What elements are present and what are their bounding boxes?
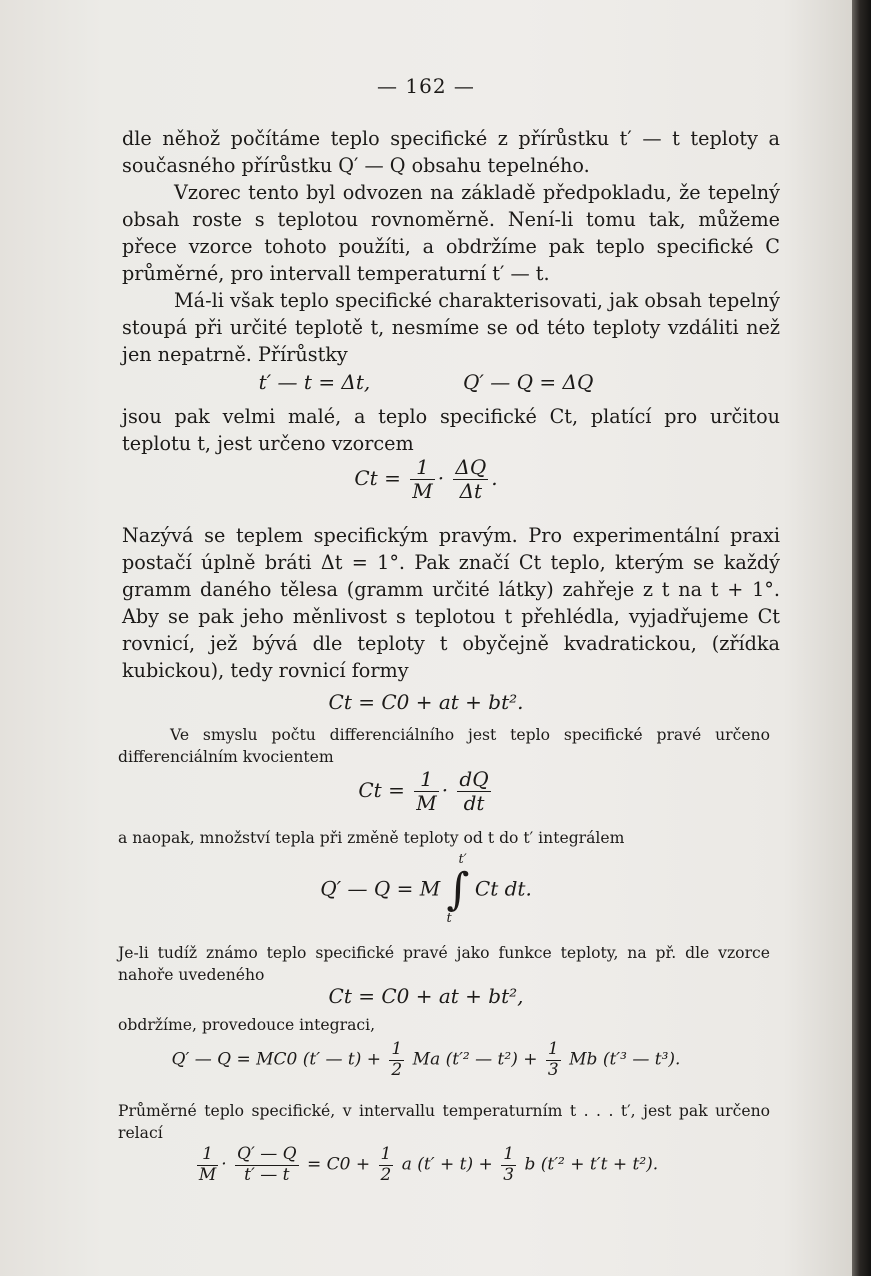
- equation-mean-specific-heat: [0, 1145, 852, 1185]
- text-block-2: [122, 403, 780, 457]
- page-number: — 162 —: [377, 74, 475, 98]
- eq2-frac-1: $\frac{1}{M}$: [412, 455, 433, 503]
- equation-ct-repeat: Ct = C0 + at + bt²,: [328, 984, 524, 1008]
- eq7-part-b: Ma (t′² — t²) +: [412, 1049, 538, 1070]
- eq2-frac-2: $\frac{\Delta Q}{\Delta t}$: [455, 455, 487, 503]
- eq8-frac-4: $\frac{1}{3}$: [503, 1144, 515, 1185]
- eq4-dot: ·: [441, 778, 449, 802]
- paragraph-8: Je-li tudíž známo teplo specifické pravé jako funkce teploty, na př. dle vzorce nahoře uvedeného: [118, 944, 770, 984]
- equation-ct-quadratic: Ct = C0 + at + bt².: [328, 690, 524, 714]
- eq8-frac-3: $\frac{1}{2}$: [380, 1144, 392, 1185]
- paragraph-4: jsou pak velmi malé, a teplo specifické Ct, platící pro určitou teplotu t, jest určeno vzorcem: [122, 405, 780, 455]
- eq-delta-q: Q′ — Q = ΔQ: [462, 370, 594, 394]
- small-block-5: [118, 1100, 770, 1144]
- eq8-part-c: b (t′² + t′t + t²).: [524, 1154, 659, 1175]
- integral-upper: t′: [458, 852, 467, 867]
- eq4-frac-2: $\frac{dQ}{dt}$: [459, 767, 489, 815]
- integral-sign: t′ ∫ t: [446, 852, 470, 926]
- eq8-dot: ·: [221, 1154, 227, 1175]
- paragraph-3: Má-li však teplo specifické charakterisovati, jak obsah tepelný stoupá při určité teplotě t, nesmíme se od této teploty vzdáliti než jen nepatrně. Přírůstky: [122, 289, 780, 366]
- small-block-2: [118, 827, 770, 849]
- eq8-part-a: = C0 +: [307, 1154, 371, 1175]
- equation-increments: [0, 370, 852, 394]
- eq7-part-c: Mb (t′³ — t³).: [569, 1049, 681, 1070]
- integral-lower: t: [446, 911, 452, 926]
- paragraph-2: Vzorec tento byl odvozen na základě předpokladu, že tepelný obsah roste s teplotou rovnoměrně. Není-li tomu tak, můžeme přece vzorce tohoto použíti, a obdržíme pak teplo specifické C průměrné, pro intervall temperaturní t′ — t.: [122, 181, 780, 285]
- eq8-frac-2: $\frac{Q' — Q}{t' — t}$: [237, 1144, 297, 1185]
- text-block-3: [122, 522, 780, 684]
- eq2-lhs: Ct =: [354, 466, 401, 490]
- paragraph-6: Ve smyslu počtu differenciálního jest teplo specifické pravé určeno differenciálním kvocientem: [118, 726, 770, 766]
- equation-ct-delta: [0, 456, 852, 503]
- eq7-frac-1: $\frac{1}{2}$: [391, 1039, 403, 1080]
- eq7-part-a: Q′ — Q = MC0 (t′ — t) +: [171, 1049, 382, 1070]
- page-edge-shadow: [852, 0, 871, 1276]
- small-block-3: [118, 942, 770, 986]
- eq2-dot: ·: [437, 466, 445, 490]
- small-block-1: [118, 724, 770, 768]
- eq5-lhs: Q′ — Q = M: [320, 876, 441, 901]
- equation-ct-differential: [0, 768, 852, 815]
- paragraph-1: dle něhož počítáme teplo specifické z přírůstku t′ — t teploty a současného přírůstku Q′ — Q obsahu tepelného.: [122, 127, 780, 177]
- eq4-lhs: Ct =: [358, 778, 405, 802]
- eq4-frac-1: $\frac{1}{M}$: [416, 767, 437, 815]
- small-block-4: [118, 1014, 770, 1036]
- eq8-frac-1: $\frac{1}{M}$: [198, 1144, 217, 1185]
- eq7-frac-2: $\frac{1}{3}$: [547, 1039, 559, 1080]
- equation-integral: [0, 852, 852, 926]
- text-block-1: [122, 125, 780, 368]
- eq8-part-b: a (t′ + t) +: [401, 1154, 493, 1175]
- paragraph-5: Nazývá se teplem specifickým pravým. Pro experimentální praxi postačí úplně bráti Δt = 1°. Pak značí Ct teplo, kterým se každý gramm daného tělesa (gramm určité látky) zahřeje z t na t + 1°. Aby se pak jeho měnlivost s teplotou t přehlédla, vyjadřujeme Ct rovnicí, jež bývá dle teploty t obyčejně kvadratickou, (zřídka kubickou), tedy rovnicí formy: [122, 524, 780, 682]
- eq-delta-t: t′ — t = Δt,: [258, 370, 371, 394]
- eq2-end: .: [491, 466, 498, 490]
- paragraph-7: a naopak, množství tepla při změně teploty od t do t′ integrálem: [118, 829, 625, 847]
- equation-integrated: [0, 1040, 852, 1080]
- paragraph-10: Průměrné teplo specifické, v intervallu temperaturním t . . . t′, jest pak určeno relací: [118, 1102, 770, 1142]
- paragraph-9: obdržíme, provedouce integraci,: [118, 1016, 376, 1034]
- eq5-rhs: Ct dt.: [474, 876, 532, 901]
